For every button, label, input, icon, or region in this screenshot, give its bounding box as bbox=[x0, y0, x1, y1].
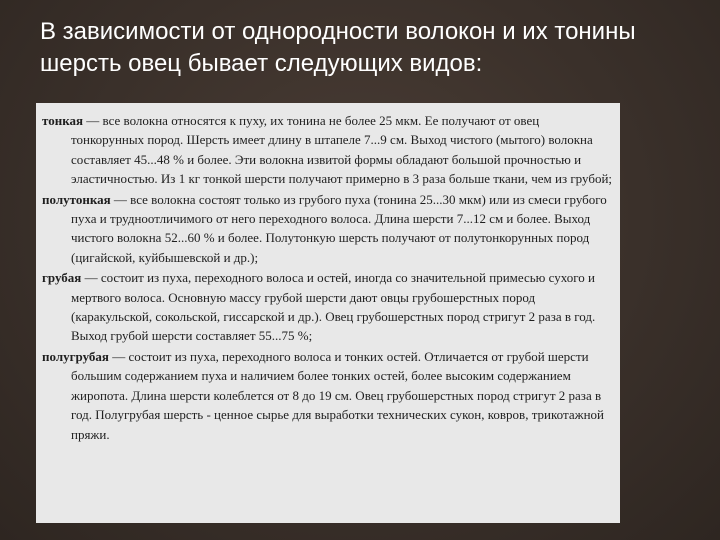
term-coarse: грубая bbox=[42, 270, 82, 286]
wool-types-list bbox=[36, 103, 620, 444]
wool-type-coarse bbox=[42, 268, 614, 346]
title-area bbox=[40, 16, 680, 106]
description-fine: — все волокна относятся к пуху, их тонина не более 25 мкм. Ее получают от овец тонкорунных пород. Шерсть имеет длину в штапеле 7...9 см. Выход чистого (мытого) волокна составляет 45...48 % и более. Эти волокна извитой формы обладают большой прочностью и эластичностью. Из 1 кг тонкой шерсти получают примерно в 3 раза больше ткани, чем из грубой; bbox=[71, 113, 613, 187]
description-semi-coarse: — состоит из пуха, переходного волоса и тонких остей. Отличается от грубой шерсти большим содержанием пуха и наличием более тонких остей, более высоким содержанием жиропота. Длина шерсти колеблется от 8 до 19 см. Овец грубошерстных пород стригут 2 раза в год. Полугрубая шерсть - ценное сырье для выработки технических сукон, ковров, трикотажной пряжи. bbox=[71, 348, 604, 442]
term-semi-fine: полутонкая bbox=[42, 191, 111, 207]
wool-type-fine bbox=[42, 111, 614, 189]
description-semi-fine: — все волокна состоят только из грубого пуха (тонина 25...30 мкм) или из смеси грубого пуха и трудноотличимого от него переходного волоса. Длина шерсти 7...12 см и более. Выход чистого волокна 52...60 % и более. Полутонкую шерсть получают от полутонкорунных пород (цигайской, куйбышевской и др.); bbox=[71, 191, 607, 265]
term-semi-coarse: полугрубая bbox=[42, 348, 109, 364]
slide-title: В зависимости от однородности волокон и их тонины шерсть овец бывает следующих видов: bbox=[40, 18, 636, 77]
wool-type-semi-fine bbox=[42, 190, 614, 268]
term-fine: тонкая bbox=[42, 113, 84, 128]
content-panel bbox=[36, 103, 620, 523]
wool-type-semi-coarse bbox=[42, 347, 614, 444]
description-coarse: — состоит из пуха, переходного волоса и остей, иногда со значительной примесью сухого и мертвого волоса. Основную массу грубой шерсти дают овцы грубошерстных пород (каракульской, сокольской, гиссарской и др.). Овец грубошерстных пород стригут 2 раза в год. Выход грубой шерсти составляет 55...75 %; bbox=[71, 270, 596, 344]
